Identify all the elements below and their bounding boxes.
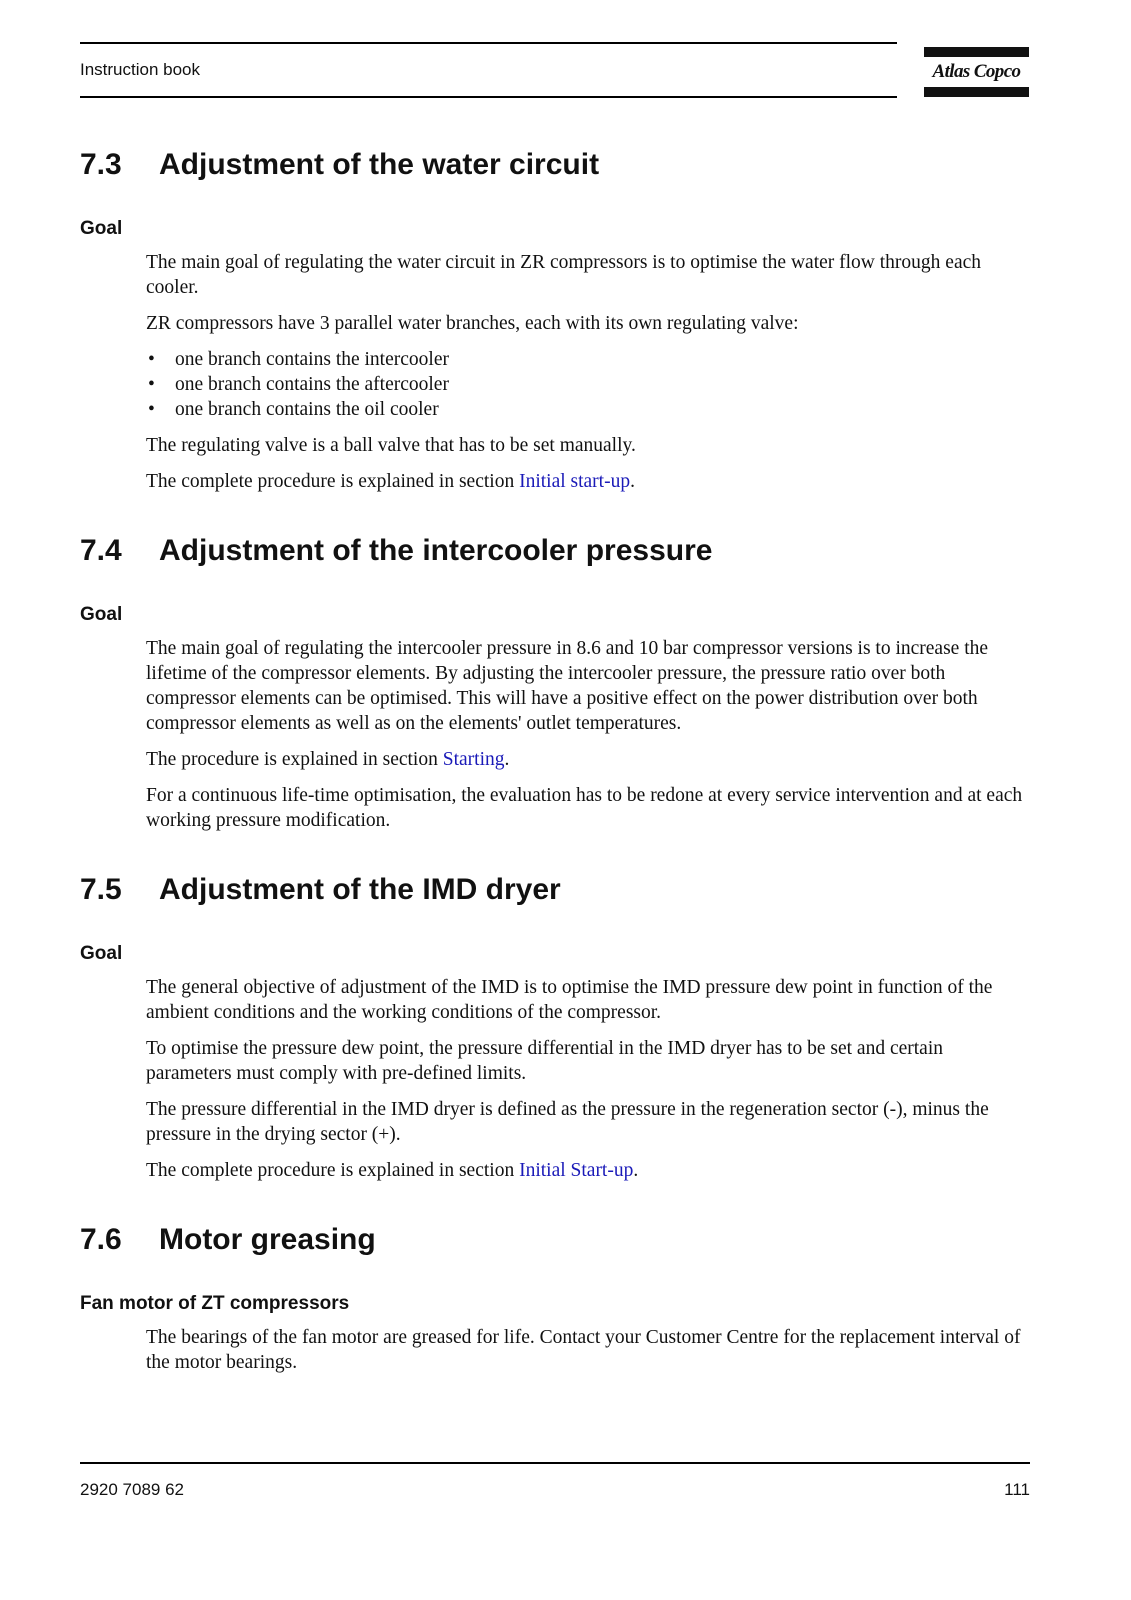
paragraph: The pressure differential in the IMD dryer is defined as the pressure in the regeneration sector (-), minus the pressure in the drying sector (+). (146, 1099, 989, 1145)
list-item (146, 347, 1030, 372)
subheading-goal: Goal (80, 943, 123, 964)
paragraph (146, 1158, 1030, 1183)
section-7-4 (80, 532, 1030, 833)
section-number: 7.3 (80, 148, 122, 181)
document-number: 2920 7089 62 (80, 1480, 184, 1499)
section-body (146, 636, 1030, 833)
section-title: Adjustment of the intercooler pressure (159, 534, 713, 567)
bullet-icon: • (148, 374, 155, 395)
page-number: 111 (1004, 1480, 1030, 1499)
header-top-rule (80, 42, 897, 44)
section-number: 7.4 (80, 534, 122, 567)
paragraph: The bearings of the fan motor are greased for life. Contact your Customer Centre for the replacement interval of the motor bearings. (146, 1327, 1021, 1373)
logo-bottom-bar (924, 87, 1029, 97)
list-item-text: one branch contains the intercooler (175, 349, 449, 370)
section-number: 7.6 (80, 1223, 122, 1256)
initial-start-up-link[interactable]: Initial Start-up (519, 1160, 634, 1181)
section-heading (80, 1221, 1030, 1259)
section-7-6 (80, 1221, 1030, 1375)
paragraph: The general objective of adjustment of the IMD is to optimise the IMD pressure dew point in function of the ambient conditions and the working conditions of the compressor. (146, 977, 993, 1023)
subheading-fan-motor: Fan motor of ZT compressors (80, 1293, 350, 1314)
logo-top-bar (924, 47, 1029, 57)
paragraph: The regulating valve is a ball valve that has to be set manually. (146, 435, 636, 456)
initial-start-up-link[interactable]: Initial start-up (519, 471, 631, 492)
section-7-5 (80, 871, 1030, 1183)
paragraph: ZR compressors have 3 parallel water branches, each with its own regulating valve: (146, 313, 799, 334)
footer-rule (80, 1462, 1030, 1464)
list-item (146, 397, 1030, 422)
paragraph-text: . (633, 1160, 639, 1181)
list-item (146, 372, 1030, 397)
bullet-icon: • (148, 349, 155, 370)
section-heading (80, 871, 1030, 909)
atlas-copco-logo (924, 47, 1029, 98)
section-title: Adjustment of the IMD dryer (159, 873, 561, 906)
paragraph: For a continuous life-time optimisation, the evaluation has to be redone at every service intervention and at each working pressure modification. (146, 785, 1023, 831)
section-body (146, 975, 1030, 1183)
paragraph: To optimise the pressure dew point, the pressure differential in the IMD dryer has to be set and certain parameters must comply with pre-defined limits. (146, 1038, 943, 1084)
section-heading (80, 532, 1030, 570)
starting-link[interactable]: Starting (442, 749, 505, 770)
section-body (146, 1325, 1030, 1375)
subheading-goal: Goal (80, 218, 123, 239)
branch-list (146, 347, 1030, 422)
page-content (80, 146, 1030, 1386)
list-item-text: one branch contains the aftercooler (175, 374, 449, 395)
paragraph-text: . (630, 471, 635, 492)
paragraph: The main goal of regulating the intercooler pressure in 8.6 and 10 bar compressor versions is to increase the lifetime of the compressor elements. By adjusting the intercooler pressure, the pressure ratio over both compressor elements can be optimised. This will have a positive effect on the power distribution over both compressor elements as well as on the elements' outlet temperatures. (146, 638, 989, 734)
paragraph (146, 747, 1030, 772)
section-body (146, 250, 1030, 494)
section-7-3 (80, 146, 1030, 494)
header-bottom-rule (80, 96, 897, 98)
section-heading (80, 146, 1030, 184)
paragraph-text: The complete procedure is explained in section (146, 1160, 520, 1181)
paragraph-text: . (504, 749, 510, 770)
paragraph-text: The complete procedure is explained in section (146, 471, 520, 492)
section-title: Adjustment of the water circuit (159, 148, 600, 181)
list-item-text: one branch contains the oil cooler (175, 399, 439, 420)
header-title: Instruction book (80, 60, 201, 79)
paragraph-text: The procedure is explained in section (146, 749, 443, 770)
bullet-icon: • (148, 399, 155, 420)
paragraph: The main goal of regulating the water circuit in ZR compressors is to optimise the water flow through each cooler. (146, 252, 982, 298)
subheading-goal: Goal (80, 604, 123, 625)
section-number: 7.5 (80, 873, 122, 906)
paragraph (146, 469, 1030, 494)
section-title: Motor greasing (159, 1223, 376, 1256)
logo-wordmark: Atlas Copco (932, 61, 1021, 82)
